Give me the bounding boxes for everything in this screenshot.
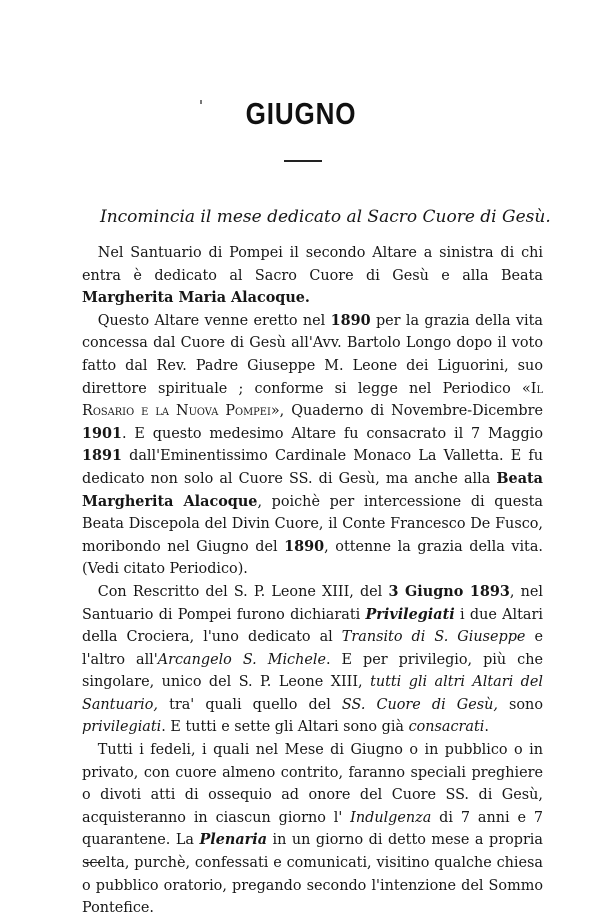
page-title: GIUGNO — [245, 96, 357, 131]
paragraph-1: Nel Santuario di Pompei il secondo Altare a sinistra di chi entra è dedicato al Sacro Cuore di Gesù e alla Beata Margherita Maria Alacoque. — [82, 244, 543, 307]
title-rule — [284, 160, 322, 162]
paragraph-3: Con Rescritto del S. P. Leone XIII, del 3 Giugno 1893, nel Santuario di Pompei furono dichiarati Privilegiati i due Altari della Crociera, l'uno dedicato al Transito di S. Giuseppe e l'altro all'Arcangelo S. Michele. E per privilegio, più che singolare, unico del S. P. Leone XIII, tutti gli altri Altari del Santuario, tra' quali quello del SS. Cuore di Gesù, sono privilegiati. E tutti e sette gli Altari sono già consacrati. — [82, 582, 543, 736]
page-subtitle: Incomincia il mese dedicato al Sacro Cuore di Gesù. — [100, 207, 551, 227]
body-text — [82, 242, 543, 920]
paragraph-4: Tutti i fedeli, i quali nel Mese di Giugno o in pubblico o in privato, con cuore almeno contrito, faranno speciali preghiere o divoti atti di ossequio ad onore del Cuore SS. di Gesù, acquisteranno in ciascun giorno l' Indulgenza di 7 anni e 7 quarantene. La Plenaria in un giorno di detto mese a propria scelta, purchè, confessati e comunicati, visitino qualche chiesa o pubblico oratorio, pregando secondo l'intenzione del Sommo Pontefice. — [82, 741, 543, 917]
margin-mark — [84, 862, 102, 863]
paragraph-2: Questo Altare venne eretto nel 1890 per la grazia della vita concessa dal Cuore di Gesù all'Avv. Bartolo Longo dopo il voto fatto dal Rev. Padre Giuseppe M. Leone dei Liguorini, suo direttore spirituale ; conforme si legge nel Periodico «Il Rosario e la Nuova Pompei», Quaderno di Novembre-Dicembre 1901. E questo medesimo Altare fu consacrato il 7 Maggio 1891 dall'Eminentissimo Cardinale Monaco La Valletta. E fu dedicato non solo al Cuore SS. di Gesù, ma anche alla Beata Margherita Alacoque, poichè per intercessione di questa Beata Discepola del Divin Cuore, il Conte Francesco De Fusco, moribondo nel Giugno del 1890, ottenne la grazia della vita. (Vedi citato Periodico). — [82, 311, 543, 578]
